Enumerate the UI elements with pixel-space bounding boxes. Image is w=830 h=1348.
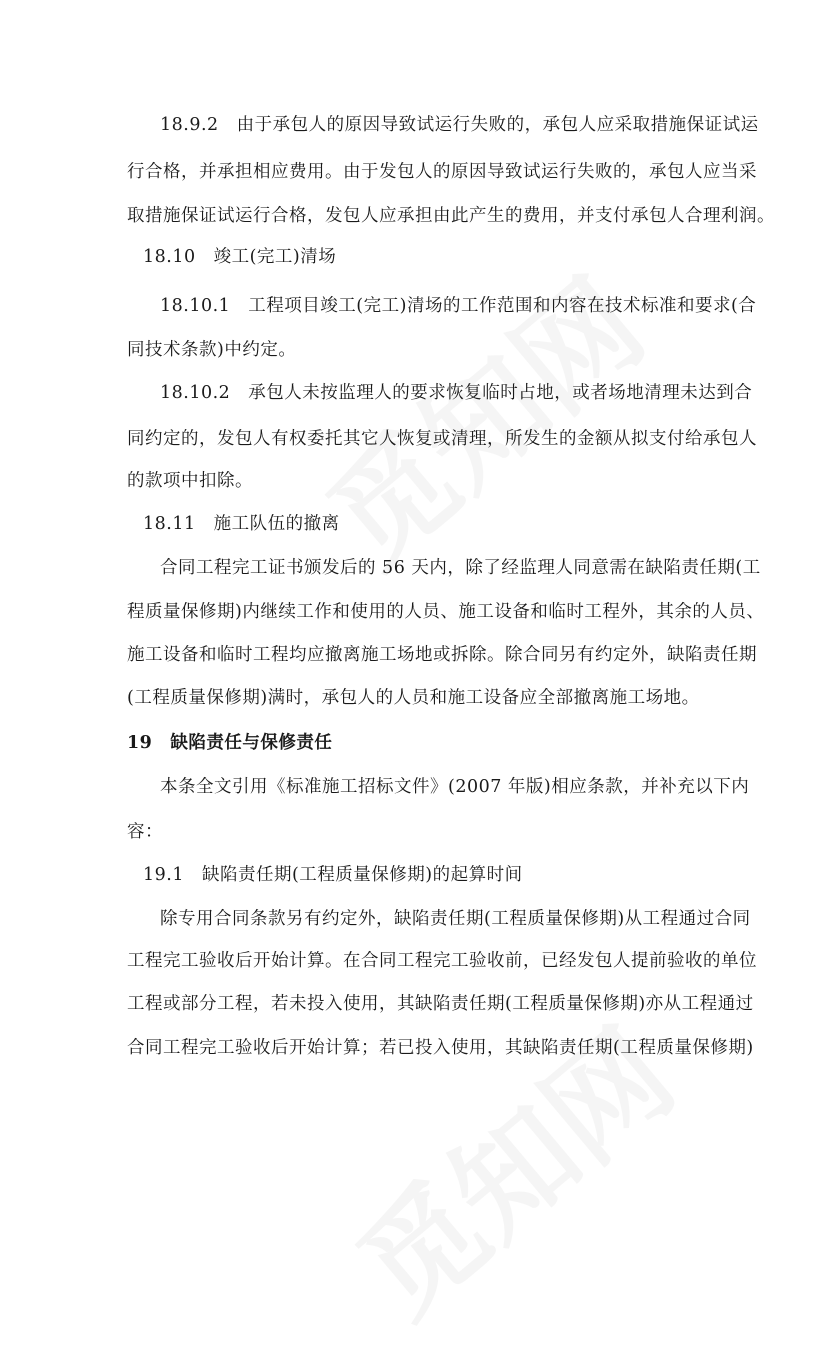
- chapter-heading: 19 缺陷责任与保修责任: [127, 733, 333, 753]
- paragraph-line: 除专用合同条款另有约定外，缺陷责任期(工程质量保修期)从工程通过合同: [160, 909, 751, 929]
- paragraph-line: 程质量保修期)内继续工作和使用的人员、施工设备和临时工程外，其余的人员、: [127, 602, 765, 622]
- paragraph-line: 同技术条款)中约定。: [127, 340, 297, 360]
- paragraph-line: 行合格，并承担相应费用。由于发包人的原因导致试运行失败的，承包人应当采: [127, 162, 757, 182]
- paragraph-line: 取措施保证试运行合格，发包人应承担由此产生的费用，并支付承包人合理利润。: [127, 206, 775, 226]
- paragraph-line: 合同工程完工验收后开始计算；若已投入使用，其缺陷责任期(工程质量保修期): [127, 1038, 754, 1058]
- paragraph-line: 容：: [127, 822, 163, 842]
- section-heading: 18.10 竣工(完工)清场: [143, 247, 337, 267]
- paragraph-line: 同约定的，发包人有权委托其它人恢复或清理，所发生的金额从拟支付给承包人: [127, 429, 757, 449]
- paragraph-line: 18.10.1 工程项目竣工(完工)清场的工作范围和内容在技术标准和要求(合: [160, 296, 757, 316]
- paragraph-line: 工程完工验收后开始计算。在合同工程完工验收前，已经发包人提前验收的单位: [127, 951, 757, 971]
- paragraph-line: 施工设备和临时工程均应撤离施工场地或拆除。除合同另有约定外，缺陷责任期: [127, 645, 757, 665]
- paragraph-line: 18.9.2 由于承包人的原因导致试运行失败的，承包人应采取措施保证试运: [160, 115, 759, 135]
- paragraph-line: (工程质量保修期)满时，承包人的人员和施工设备应全部撤离施工场地。: [127, 688, 700, 708]
- section-heading: 19.1 缺陷责任期(工程质量保修期)的起算时间: [143, 865, 523, 885]
- paragraph-line: 18.10.2 承包人未按监理人的要求恢复临时占地，或者场地清理未达到合: [160, 383, 753, 403]
- paragraph-line: 本条全文引用《标准施工招标文件》(2007 年版)相应条款，并补充以下内: [160, 777, 750, 797]
- paragraph-line: 的款项中扣除。: [127, 471, 253, 491]
- paragraph-line: 工程或部分工程，若未投入使用，其缺陷责任期(工程质量保修期)亦从工程通过: [127, 994, 754, 1014]
- watermark: [287, 234, 673, 597]
- section-heading: 18.11 施工队伍的撤离: [143, 514, 340, 534]
- paragraph-line: 合同工程完工证书颁发后的 56 天内，除了经监理人同意需在缺陷责任期(工: [160, 558, 761, 578]
